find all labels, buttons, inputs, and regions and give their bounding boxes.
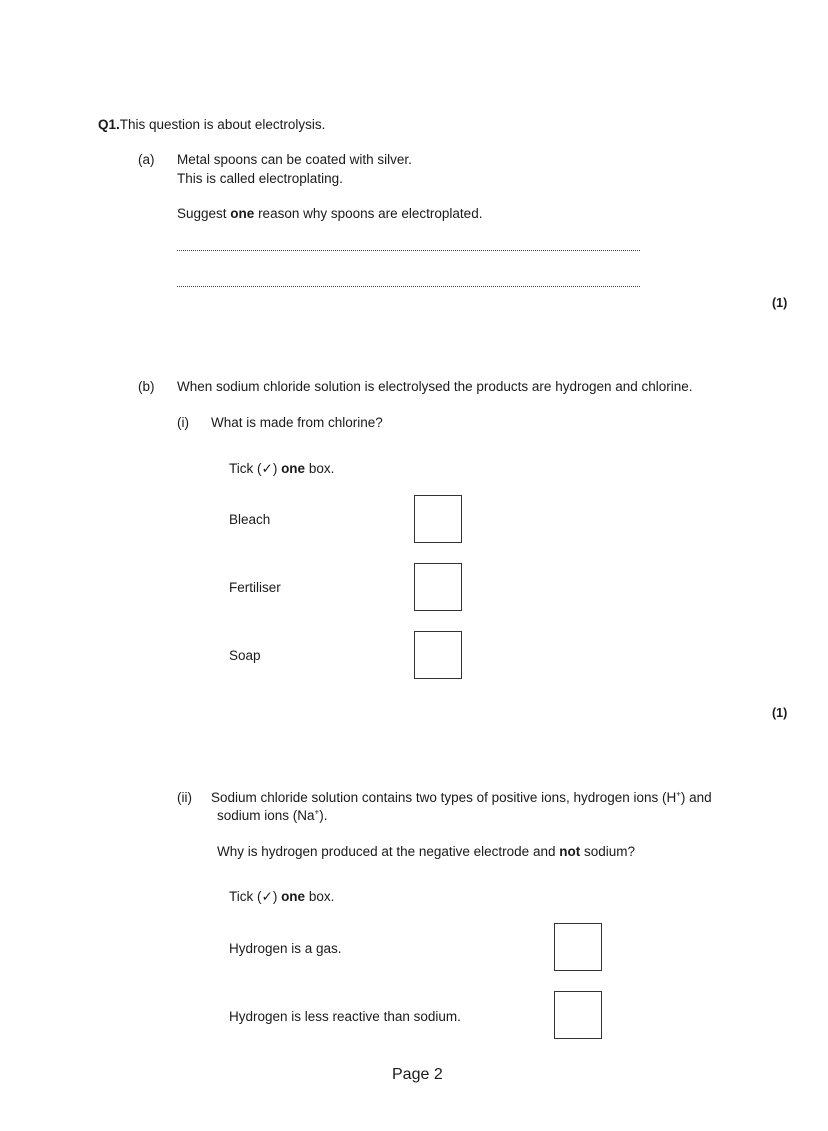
- prompt-emphasis: one: [230, 206, 255, 221]
- tick-mark-icon: ✓: [261, 461, 273, 476]
- prompt-text: reason why spoons are electroplated.: [254, 206, 483, 221]
- tick-text: ): [272, 461, 282, 476]
- tick-text: Tick (: [229, 461, 262, 476]
- tick-emphasis: one: [281, 461, 306, 476]
- tick-text: box.: [305, 461, 335, 476]
- checkbox-soap[interactable]: [414, 631, 462, 679]
- prompt-text: Suggest: [177, 206, 231, 221]
- part-a-marks: (1): [772, 296, 788, 310]
- option-fertiliser: Fertiliser: [229, 580, 281, 595]
- part-b-ii-line2: [217, 807, 327, 825]
- part-a-label: (a): [138, 152, 155, 167]
- tick-instruction: [229, 888, 334, 906]
- checkbox-hydrogen-less-reactive[interactable]: [554, 991, 602, 1039]
- part-b-i-marks: (1): [772, 706, 788, 720]
- part-a-prompt: [177, 205, 482, 223]
- statement-text: sodium ions (Na: [217, 808, 315, 823]
- tick-text: Tick (: [229, 889, 262, 904]
- part-b-i-label: (i): [177, 415, 189, 430]
- part-b-label: (b): [138, 379, 155, 394]
- part-a-line2: This is called electroplating.: [177, 171, 343, 186]
- option-bleach: Bleach: [229, 512, 271, 527]
- part-b-ii-line1: [211, 789, 712, 807]
- answer-line-1[interactable]: [177, 250, 640, 251]
- question-number: Q1.: [98, 117, 120, 132]
- tick-mark-icon: ✓: [261, 889, 273, 904]
- question-emphasis: not: [559, 844, 581, 859]
- part-b-ii-label: (ii): [177, 790, 192, 805]
- part-b-i-question: What is made from chlorine?: [211, 415, 383, 430]
- question-text: sodium?: [580, 844, 636, 859]
- part-b-intro: When sodium chloride solution is electrolysed the products are hydrogen and chlorine.: [177, 379, 693, 394]
- page-number: Page 2: [392, 1066, 443, 1083]
- tick-text: box.: [305, 889, 335, 904]
- statement-text: ) and: [680, 790, 712, 805]
- question-heading: [98, 116, 325, 134]
- statement-text: ).: [319, 808, 328, 823]
- answer-line-2[interactable]: [177, 286, 640, 287]
- tick-emphasis: one: [281, 889, 306, 904]
- option-soap: Soap: [229, 648, 261, 663]
- statement-text: Sodium chloride solution contains two types of positive ions, hydrogen ions (H: [211, 790, 677, 805]
- part-b-ii-question: [217, 843, 635, 861]
- part-a-line1: Metal spoons can be coated with silver.: [177, 152, 412, 167]
- question-intro: This question is about electrolysis.: [119, 117, 326, 132]
- charge-superscript: +: [314, 807, 320, 817]
- charge-superscript: +: [676, 789, 681, 799]
- checkbox-hydrogen-gas[interactable]: [554, 923, 602, 971]
- checkbox-fertiliser[interactable]: [414, 563, 462, 611]
- option-hydrogen-gas: Hydrogen is a gas.: [229, 941, 342, 956]
- checkbox-bleach[interactable]: [414, 495, 462, 543]
- tick-instruction: [229, 460, 334, 478]
- question-text: Why is hydrogen produced at the negative electrode and: [217, 844, 560, 859]
- option-hydrogen-less-reactive: Hydrogen is less reactive than sodium.: [229, 1009, 461, 1024]
- tick-text: ): [272, 889, 282, 904]
